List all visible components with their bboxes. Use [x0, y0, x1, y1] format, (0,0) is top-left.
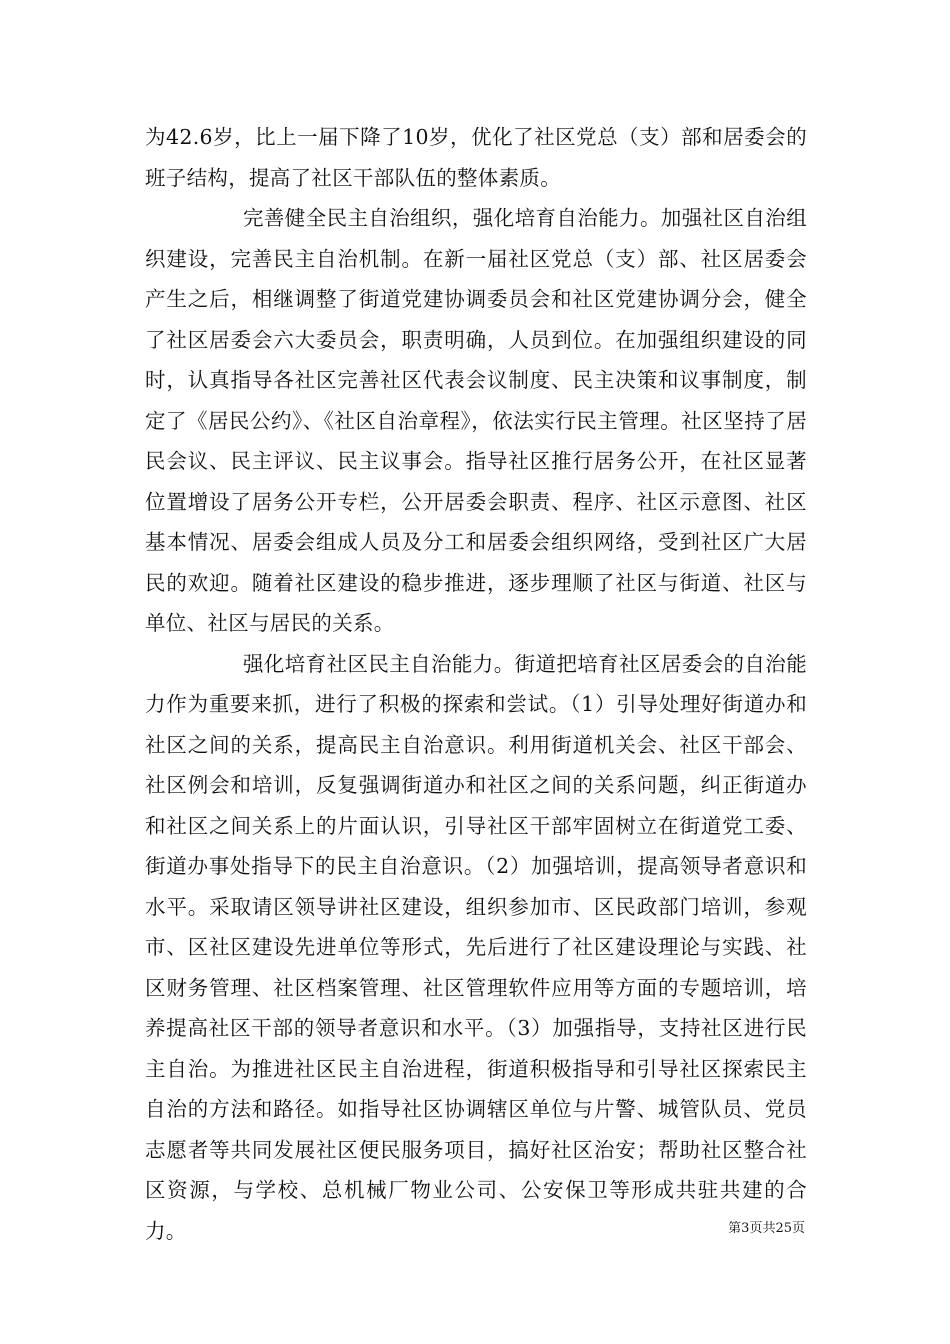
paragraph-autonomy-organization: 完善健全民主自治组织，强化培育自治能力。加强社区自治组织建设，完善民主自治机制。在新一届社区党总（支）部、社区居委会产生之后，相继调整了街道党建协调委员会和社区党建协调分会，健全了社区居委会六大委员会，职责明确，人员到位。在加强组织建设的同时，认真指导各社区完善社区代表会议制度、民主决策和议事制度，制定了《居民公约》、《社区自治章程》，依法实行民主管理。社区坚持了居民会议、民主评议、民主议事会。指导社区推行居务公开，在社区显著位置增设了居务公开专栏，公开居委会职责、程序、社区示意图、社区基本情况、居委会组成人员及分工和居委会组织网络，受到社区广大居民的欢迎。随着社区建设的稳步推进，逐步理顺了社区与街道、社区与单位、社区与居民的关系。 — [145, 206, 807, 635]
page-number-footer: 第3页共25页 — [728, 1221, 805, 1236]
paragraph-continuation: 为42.6岁，比上一届下降了10岁，优化了社区党总（支）部和居委会的班子结构，提高了社区干部队伍的整体素质。 — [145, 125, 807, 190]
body-text — [145, 117, 807, 1251]
paragraph-autonomy-capacity: 强化培育社区民主自治能力。街道把培育社区居委会的自治能力作为重要来抓，进行了积极的探索和尝试。（1）引导处理好街道办和社区之间的关系，提高民主自治意识。利用街道机关会、社区干部会、社区例会和培训，反复强调街道办和社区之间的关系问题，纠正街道办和社区之间关系上的片面认识，引导社区干部牢固树立在街道党工委、街道办事处指导下的民主自治意识。（2）加强培训，提高领导者意识和水平。采取请区领导讲社区建设，组织参加市、区民政部门培训，参观市、区社区建设先进单位等形式，先后进行了社区建设理论与实践、社区财务管理、社区档案管理、社区管理软件应用等方面的专题培训，培养提高社区干部的领导者意识和水平。（3）加强指导，支持社区进行民主自治。为推进社区民主自治进程，街道积极指导和引导社区探索民主自治的方法和路径。如指导社区协调辖区单位与片警、城管队员、党员志愿者等共同发展社区便民服务项目，搞好社区治安；帮助社区整合社区资源，与学校、总机械厂物业公司、公安保卫等形成共驻共建的合力。 — [145, 651, 807, 1243]
